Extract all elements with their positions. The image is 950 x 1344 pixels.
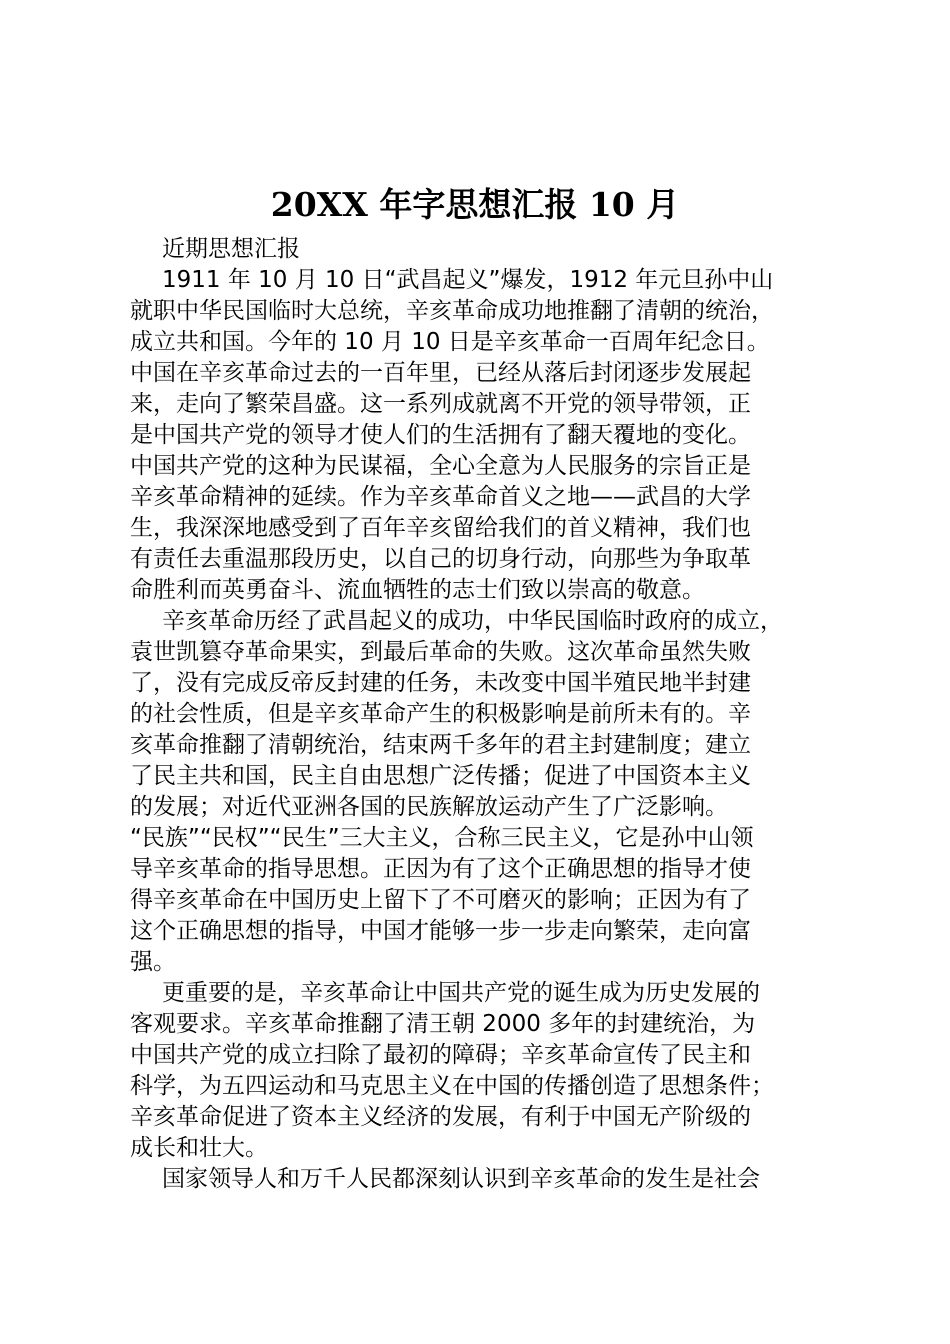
text-line: 亥革命推翻了清朝统治，结束两千多年的君主封建制度；建立 bbox=[130, 732, 751, 758]
text-line: 科学，为五四运动和马克思主义在中国的传播创造了思想条件； bbox=[130, 1073, 774, 1099]
text-line: 这个正确思想的指导，中国才能够一步一步走向繁荣，走向富 bbox=[130, 918, 751, 944]
text-line: 是中国共产党的领导才使人们的生活拥有了翻天覆地的变化。 bbox=[130, 422, 751, 448]
text-line: 有责任去重温那段历史，以自己的切身行动，向那些为争取革 bbox=[130, 546, 751, 572]
text-line: 就职中华民国临时大总统，辛亥革命成功地推翻了清朝的统治， bbox=[130, 298, 774, 324]
text-line: 得辛亥革命在中国历史上留下了不可磨灭的影响；正因为有了 bbox=[130, 887, 751, 913]
text-line: 导辛亥革命的指导思想。正因为有了这个正确思想的指导才使 bbox=[130, 856, 751, 882]
text-line: 来，走向了繁荣昌盛。这一系列成就离不开党的领导带领，正 bbox=[130, 391, 751, 417]
text-line: 中国共产党的这种为民谋福，全心全意为人民服务的宗旨正是 bbox=[130, 453, 751, 479]
document-title: 20XX 年字思想汇报 10 月 bbox=[270, 185, 680, 224]
text-line: 客观要求。辛亥革命推翻了清王朝 2000 多年的封建统治，为 bbox=[130, 1011, 756, 1037]
text-line: 了，没有完成反帝反封建的任务，未改变中国半殖民地半封建 bbox=[130, 670, 751, 696]
text-line: 了民主共和国，民主自由思想广泛传播；促进了中国资本主义 bbox=[130, 763, 751, 789]
text-line: “民族”“民权”“民生”三大主义，合称三民主义，它是孙中山领 bbox=[130, 825, 754, 851]
text-line: 的社会性质，但是辛亥革命产生的积极影响是前所未有的。辛 bbox=[130, 701, 751, 727]
text-line: 命胜利而英勇奋斗、流血牺牲的志士们致以崇高的敬意。 bbox=[130, 577, 705, 603]
text-line: 袁世凯篡夺革命果实，到最后革命的失败。这次革命虽然失败 bbox=[130, 639, 751, 665]
text-line: 强。 bbox=[130, 949, 176, 975]
text-line: 更重要的是，辛亥革命让中国共产党的诞生成为历史发展的 bbox=[162, 980, 760, 1006]
text-line: 中国共产党的成立扫除了最初的障碍；辛亥革命宣传了民主和 bbox=[130, 1042, 751, 1068]
text-line: 辛亥革命促进了资本主义经济的发展，有利于中国无产阶级的 bbox=[130, 1104, 751, 1130]
text-line: 中国在辛亥革命过去的一百年里，已经从落后封闭逐步发展起 bbox=[130, 360, 751, 386]
text-line: 辛亥革命精神的延续。作为辛亥革命首义之地——武昌的大学 bbox=[130, 484, 751, 510]
text-line: 成长和壮大。 bbox=[130, 1135, 268, 1161]
text-line: 辛亥革命历经了武昌起义的成功，中华民国临时政府的成立， bbox=[162, 608, 783, 634]
text-line: 生，我深深地感受到了百年辛亥留给我们的首义精神，我们也 bbox=[130, 515, 751, 541]
text-line: 1911 年 10 月 10 日“武昌起义”爆发，1912 年元旦孙中山 bbox=[162, 267, 774, 293]
document-body bbox=[130, 234, 830, 1195]
text-line: 成立共和国。今年的 10 月 10 日是辛亥革命一百周年纪念日。 bbox=[130, 329, 770, 355]
text-line: 近期思想汇报 bbox=[162, 236, 300, 262]
text-line: 国家领导人和万千人民都深刻认识到辛亥革命的发生是社会 bbox=[162, 1166, 760, 1192]
text-line: 的发展；对近代亚洲各国的民族解放运动产生了广泛影响。 bbox=[130, 794, 728, 820]
